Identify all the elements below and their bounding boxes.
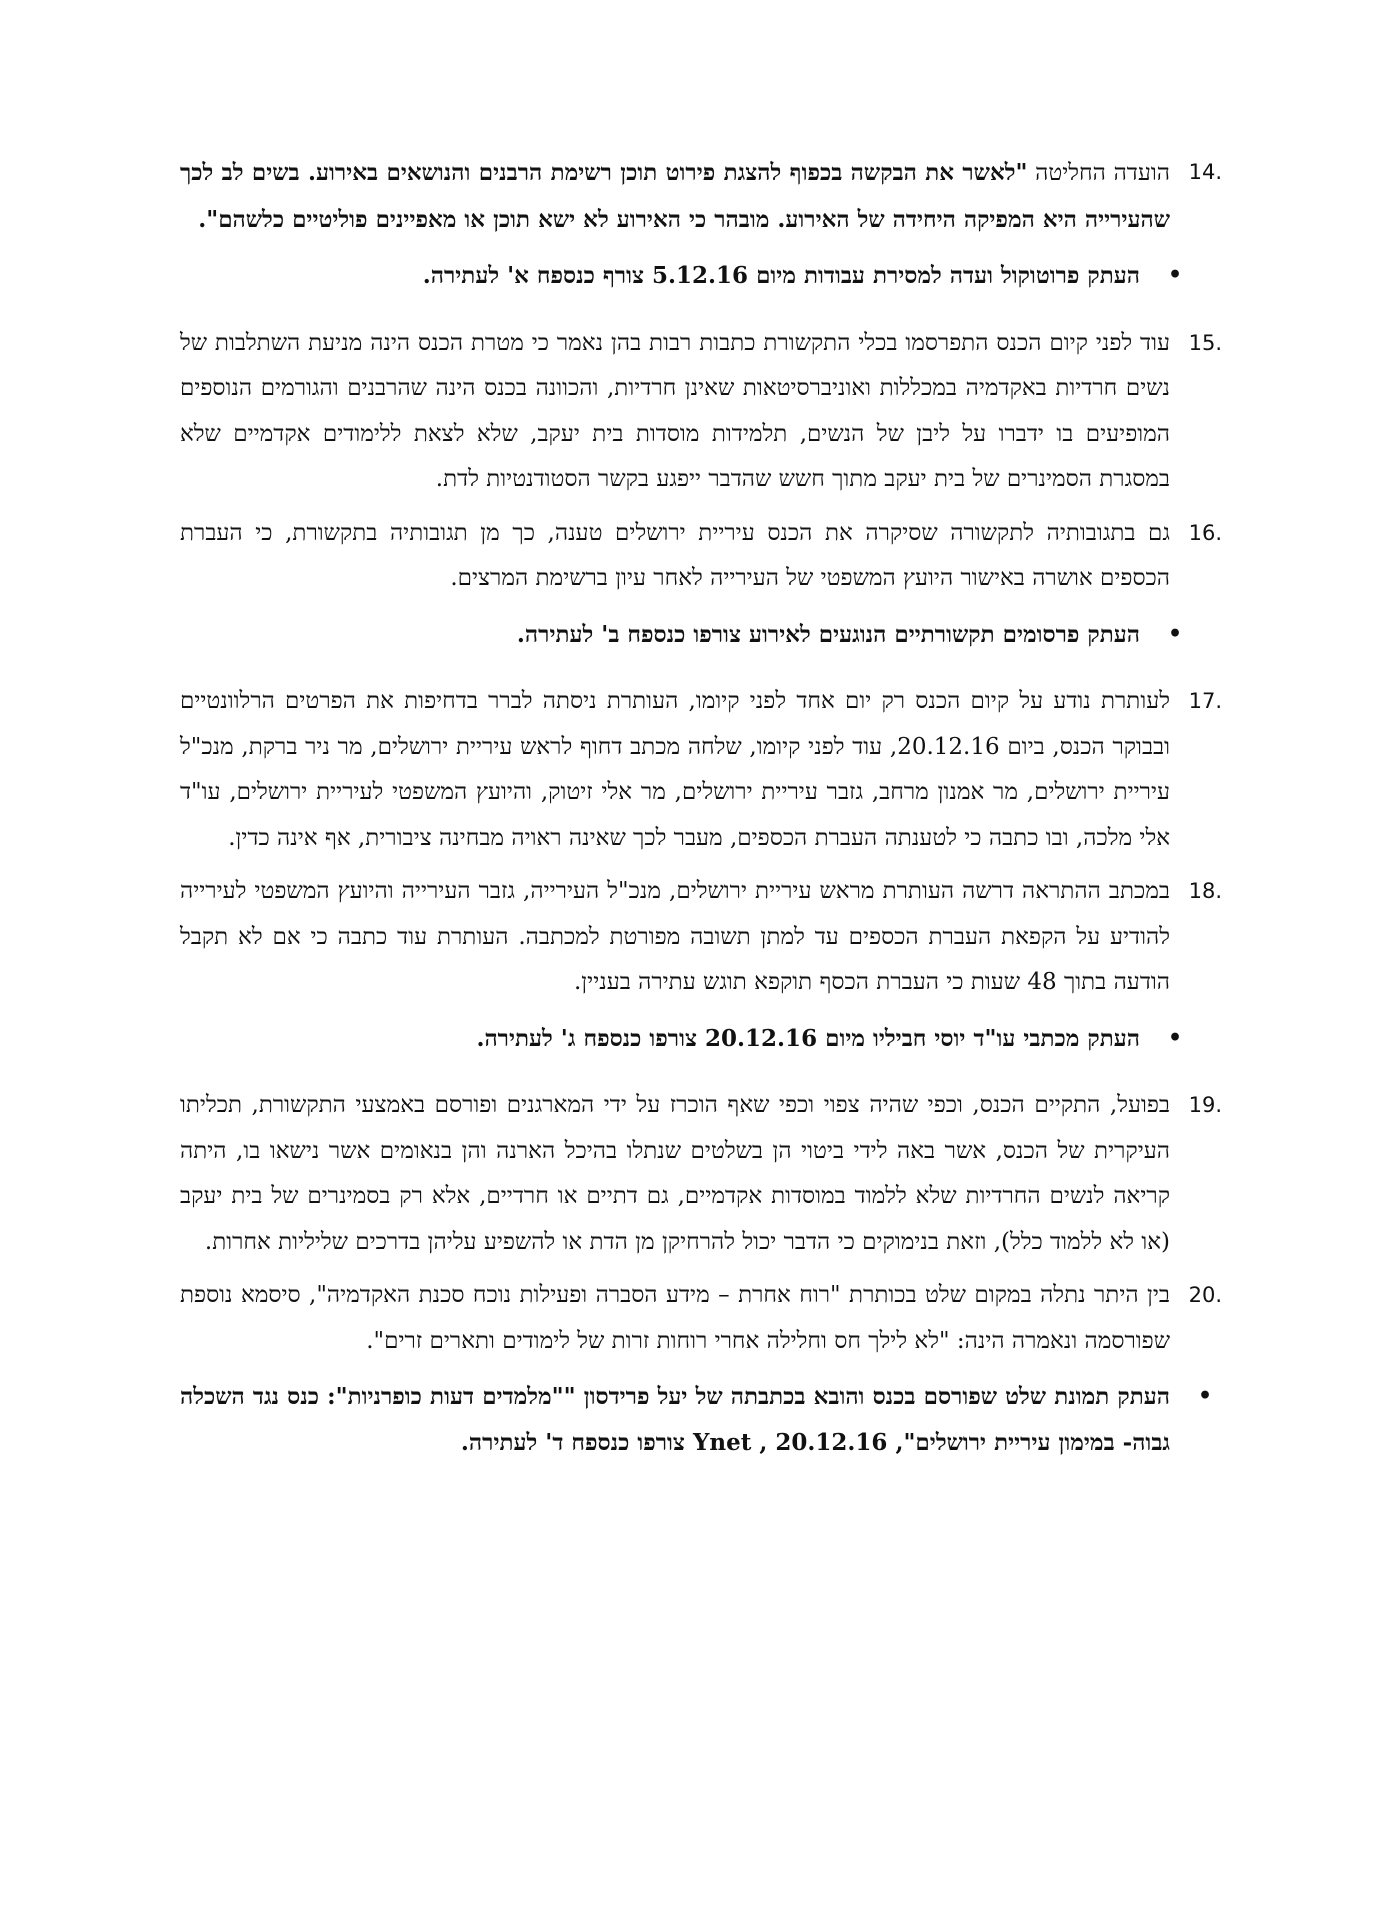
paragraph-text: לעותרת נודע על קיום הכנס רק יום אחד לפני קיומו, העותרת ניסתה לברר בדחיפות את הפרטים הרלוונטיים ובבוקר הכנס, ביום 20.12.16, עוד לפני קיומו, שלחה מכתב דחוף לראש עיריית ירושלים, מר ניר ברקת, מנכ"ל עיריית ירושלים, מר אמנון מרחב, גזבר עיריית ירושלים, מר אלי זיטוק, והיועץ המשפטי לעיריית ירושלים, עו"ד אלי מלכה, ובו כתבה כי לטענתה העברת הכספים, מעבר לכך שאינה ראויה מבחינה ציבורית, אף אינה כדין.: [180, 688, 1170, 851]
paragraph-number: 14.: [1188, 160, 1222, 184]
bullet-text: העתק תמונת שלט שפורסם בכנס והובא בכתבתה של יעל פרידסון ""מלמדים דעות כופרניות": כנס נגד השכלה גבוה- במימון עיריית ירושלים", Ynet , 20.12.16 צורפו כנספח ד' לעתירה.: [180, 1383, 1170, 1456]
paragraph-19: [180, 1083, 1222, 1265]
paragraph-17: [180, 679, 1222, 861]
attachment-bullet-d: [180, 1374, 1212, 1465]
paragraph-text: גם בתגובותיה לתקשורה שסיקרה את הכנס עיריית ירושלים טענה, כך מן תגובותיה בתקשורת, כי העברת הכספים אושרה באישור היועץ המשפטי של העירייה לאחר עיון ברשימת המרצים.: [180, 519, 1170, 591]
bullet-dot-icon: •: [1167, 1024, 1182, 1051]
bullet-text: העתק פרוטוקול ועדה למסירת עבודות מיום 5.12.16 צורף כנספח א' לעתירה.: [422, 262, 1140, 289]
paragraph-quote: "לאשר את הבקשה בכפוף להצגת פירוט תוכן רשימת הרבנים והנושאים באירוע. בשים לב לכך שהעירייה היא המפיקה היחידה של האירוע. מובהר כי האירוע לא ישא תוכן או מאפיינים פוליטיים כלשהם".: [180, 159, 1170, 233]
bullet-dot-icon: •: [1167, 620, 1182, 647]
paragraph-text: עוד לפני קיום הכנס התפרסמו בכלי התקשורת כתבות רבות בהן נאמר כי מטרת הכנס הינה מניעת השתלבות של נשים חרדיות באקדמיה במכללות ואוניברסיטאות שאינן חרדיות, והכוונה בכנס הינה שהרבנים והגורמים הנוספים המופיעים בו ידברו על ליבן של הנשים, תלמידות מוסדות בית יעקב, שלא לצאת ללימודים אקדמיים שלא במסגרת הסמינרים של בית יעקב מתוך חשש שהדבר ייפגע בקשר הסטודנטיות לדת.: [180, 329, 1170, 492]
paragraph-number: 15.: [1188, 330, 1222, 355]
paragraph-20: [180, 1273, 1222, 1364]
document-body: [180, 150, 1222, 1465]
attachment-bullet-a: [180, 253, 1182, 299]
paragraph-text: בין היתר נתלה במקום שלט בכותרת "רוח אחרת – מידע הסברה ופעילות נוכח סכנת האקדמיה", סיסמא נוספת שפורסמה ונאמרה הינה: "לא לילך חס וחלילה אחרי רוחות זרות של לימודים ותארים זרים".: [180, 1282, 1170, 1354]
bullet-dot-icon: •: [1197, 1383, 1212, 1409]
paragraph-16: [180, 511, 1222, 602]
paragraph-15: [180, 321, 1222, 503]
paragraph-number: 17.: [1188, 689, 1222, 713]
bullet-dot-icon: •: [1167, 262, 1182, 288]
paragraph-text: הועדה החליטה: [1027, 160, 1170, 186]
paragraph-text: בפועל, התקיים הכנס, וכפי שהיה צפוי וכפי שאף הוכרז על ידי המארגנים ופורסם באמצעי התקשורת, תכליתו העיקרית של הכנס, אשר באה לידי ביטוי הן בשלטים שנתלו בהיכל הארנה והן בנאומים אשר נישאו בו, היתה קריאה לנשים החרדיות שלא ללמוד במוסדות אקדמיים, גם דתיים או חרדיים, אלא רק בסמינרים של בית יעקב (או לא ללמוד כלל), וזאת בנימוקים כי הדבר יכול להרחיקן מן הדת או להשפיע עליהן בדרכים שליליות אחרות.: [180, 1092, 1170, 1255]
attachment-bullet-c: [180, 1016, 1182, 1062]
paragraph-number: 16.: [1188, 520, 1222, 545]
paragraph-text: במכתב ההתראה דרשה העותרת מראש עיריית ירושלים, מנכ"ל העירייה, גזבר העירייה והיועץ המשפטי לעירייה להודיע על הקפאת העברת הכספים עד למתן תשובה מפורטת למכתבה. העותרת עוד כתבה כי אם לא תקבל הודעה בתוך 48 שעות כי העברת הכסף תוקפא תוגש עתירה בעניין.: [180, 878, 1170, 995]
paragraph-14: [180, 150, 1222, 243]
paragraph-number: 20.: [1188, 1283, 1222, 1307]
paragraph-number: 18.: [1188, 879, 1222, 903]
paragraph-18: [180, 869, 1222, 1006]
bullet-text: העתק מכתבי עו"ד יוסי חביליו מיום 20.12.16 צורפו כנספח ג' לעתירה.: [476, 1024, 1140, 1052]
attachment-bullet-b: [180, 612, 1182, 658]
bullet-text: העתק פרסומים תקשורתיים הנוגעים לאירוע צורפו כנספח ב' לעתירה.: [516, 620, 1140, 648]
paragraph-number: 19.: [1188, 1093, 1222, 1117]
